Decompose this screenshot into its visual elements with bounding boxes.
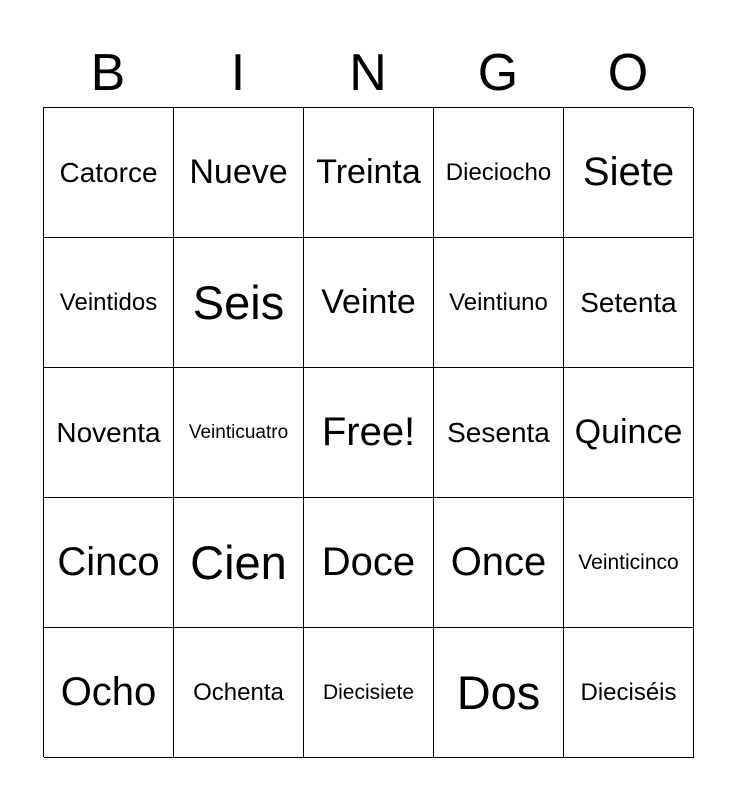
bingo-cell[interactable]: Dos xyxy=(434,628,564,758)
bingo-cell[interactable]: Setenta xyxy=(564,238,694,368)
header-letter-b: B xyxy=(90,44,126,102)
bingo-cell[interactable]: Veintidos xyxy=(44,238,174,368)
header-letter-n: N xyxy=(349,44,387,102)
bingo-cell[interactable]: Dieciocho xyxy=(434,108,564,238)
bingo-cell[interactable]: Catorce xyxy=(44,108,174,238)
bingo-cell[interactable]: Ocho xyxy=(44,628,174,758)
bingo-cell[interactable]: Treinta xyxy=(304,108,434,238)
bingo-cell[interactable]: Ochenta xyxy=(174,628,304,758)
bingo-cell[interactable]: Seis xyxy=(174,238,304,368)
bingo-cell[interactable]: Cien xyxy=(174,498,304,628)
bingo-cell[interactable]: Nueve xyxy=(174,108,304,238)
bingo-cell[interactable]: Veinte xyxy=(304,238,434,368)
bingo-cell[interactable]: Quince xyxy=(564,368,694,498)
bingo-cell[interactable]: Veinticinco xyxy=(564,498,694,628)
bingo-cell[interactable]: Sesenta xyxy=(434,368,564,498)
bingo-cell[interactable]: Siete xyxy=(564,108,694,238)
bingo-cell[interactable]: Veintiuno xyxy=(434,238,564,368)
header-letter-o: O xyxy=(607,44,649,102)
free-space-cell[interactable]: Free! xyxy=(304,368,434,498)
header-letter-g: G xyxy=(477,44,519,102)
header-letter-i: I xyxy=(230,44,246,102)
bingo-cell[interactable]: Doce xyxy=(304,498,434,628)
bingo-header xyxy=(43,40,693,106)
bingo-card xyxy=(43,107,693,757)
bingo-cell[interactable]: Diecisiete xyxy=(304,628,434,758)
bingo-cell[interactable]: Dieciséis xyxy=(564,628,694,758)
bingo-cell[interactable]: Noventa xyxy=(44,368,174,498)
bingo-cell[interactable]: Veinticuatro xyxy=(174,368,304,498)
bingo-cell[interactable]: Cinco xyxy=(44,498,174,628)
bingo-cell[interactable]: Once xyxy=(434,498,564,628)
